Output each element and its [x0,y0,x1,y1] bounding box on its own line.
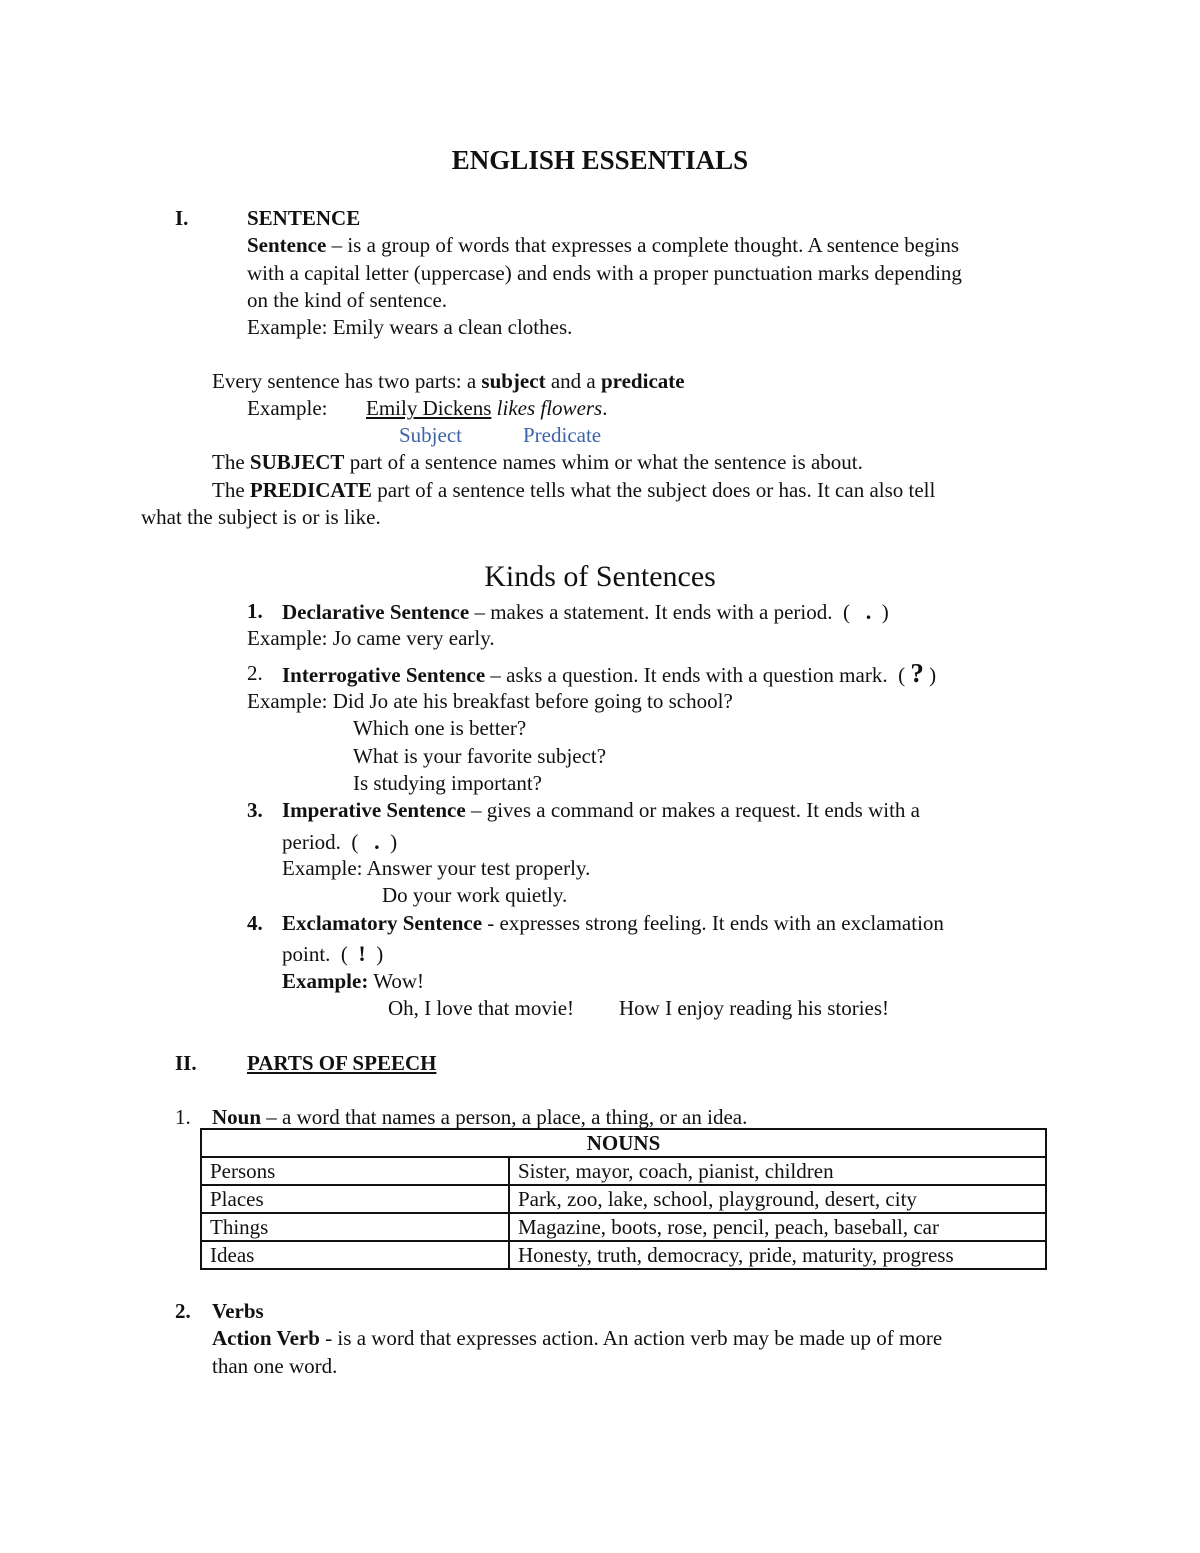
noun-line [212,1104,747,1131]
kind-4-term: Exclamatory Sentence [282,911,483,935]
predicate-explanation [212,477,935,504]
verbs-number: 2. [175,1299,191,1323]
kind-3-period-word: period. [282,830,341,854]
noun-desc: – a word that names a person, a place, a thing, or an idea. [261,1105,748,1129]
sentence-definition-line-2: with a capital letter (uppercase) and ends with a proper punctuation marks depending [247,261,962,285]
sentence-definition-line-1 [247,232,959,259]
kind-1-line: Declarative Sentence – makes a statement. It ends with a period. ( . ) [282,599,889,624]
parts-text: Every sentence has two parts: a [212,369,482,393]
nouns-table [200,1128,1047,1270]
parts-line [212,368,685,395]
exclamation-mark: ! [358,941,366,966]
predicate-label: Predicate [523,423,602,447]
kind-3-number: 3. [247,798,263,822]
subject-explanation-text: part of a sentence names whim or what the sentence is about. [344,450,863,474]
kinds-heading: Kinds of Sentences [484,560,716,593]
kind-4-example-2: Oh, I love that movie! [388,996,575,1020]
kind-1-example: Example: Jo came very early. [247,626,495,650]
sentence-example: Example: Emily wears a clean clothes. [247,315,573,339]
kind-2-number: 2. [247,661,263,685]
kind-4-example-1 [282,968,424,995]
kind-1-desc: – makes a statement. It ends with a period. [469,600,833,624]
example-2-label: Example: [247,396,328,420]
sentence-definition-text: – is a group of words that expresses a complete thought. A sentence begins [326,233,960,257]
table-header: NOUNS [201,1129,1046,1157]
kind-4-line [282,910,944,937]
kind-4-line-2: point. ( ! ) [282,941,384,966]
example-subject: Emily Dickens [366,396,492,420]
table-row [201,1241,1046,1269]
predicate-explanation-line-2: what the subject is or is like. [141,505,381,529]
table-cell-examples: Magazine, boots, rose, pencil, peach, baseball, car [509,1213,1046,1241]
kind-3-example-2: Do your work quietly. [382,883,568,907]
kind-2-desc: – asks a question. It ends with a question mark. [485,663,888,687]
predicate-term: predicate [600,369,685,393]
kind-3-line-2: period. ( . ) [282,829,398,854]
action-verb-term: Action Verb [212,1326,320,1350]
example-end: . [602,396,608,420]
table-cell-examples: Honesty, truth, democracy, pride, maturity, progress [509,1241,1046,1269]
sentence-term: Sentence [247,233,327,257]
table-cell-category: Things [201,1213,509,1241]
verbs-heading: Verbs [212,1299,264,1323]
noun-number: 1. [175,1105,191,1129]
action-verb-desc: - is a word that expresses action. An action verb may be made up of more [319,1326,943,1350]
kind-4-desc: - expresses strong feeling. It ends with an exclamation [482,911,944,935]
period-mark: . [374,829,380,854]
kind-2-example-3: What is your favorite subject? [353,744,607,768]
kind-2-line: Interrogative Sentence – asks a question. It ends with a question mark. ( ? ) [282,658,937,688]
section-1-heading: SENTENCE [247,206,361,230]
predicate-explanation-text: part of a sentence tells what the subject does or has. It can also tell [372,478,936,502]
kind-3-desc: – gives a command or makes a request. It ends with a [465,798,920,822]
kind-3-line [282,797,920,824]
kind-4-example-label: Example: [282,969,369,993]
table-row [201,1185,1046,1213]
section-2-number: II. [175,1051,197,1075]
action-verb-line-2: than one word. [212,1354,338,1378]
kind-3-example-1: Example: Answer your test properly. [282,856,591,880]
predicate-explanation-pre: The [212,478,250,502]
section-2-heading: PARTS OF SPEECH [247,1051,437,1075]
subject-explanation [212,449,863,476]
kind-1-number: 1. [247,599,263,623]
table-cell-category: Ideas [201,1241,509,1269]
table-cell-examples: Park, zoo, lake, school, playground, desert, city [509,1185,1046,1213]
table-cell-category: Persons [201,1157,509,1185]
kind-4-example-3: How I enjoy reading his stories! [619,996,890,1020]
period-mark: . [865,599,872,624]
kind-4-number: 4. [247,911,263,935]
action-verb-line [212,1325,942,1352]
kind-4-example-text: Wow! [368,969,424,993]
kind-2-example-4: Is studying important? [353,771,542,795]
subject-term: subject [481,369,546,393]
sentence-definition-line-3: on the kind of sentence. [247,288,448,312]
table-header-row [201,1129,1046,1157]
noun-term: Noun [212,1105,262,1129]
subject-label: Subject [399,423,462,447]
kind-3-term: Imperative Sentence [282,798,466,822]
example-predicate: likes flowers [496,396,603,420]
table-row [201,1213,1046,1241]
page-title: ENGLISH ESSENTIALS [451,145,749,175]
table-cell-examples: Sister, mayor, coach, pianist, children [509,1157,1046,1185]
kind-4-point-word: point. [282,942,331,966]
table-cell-category: Places [201,1185,509,1213]
kind-2-example-1: Example: Did Jo ate his breakfast before going to school? [247,689,733,713]
section-1-number: I. [175,206,189,230]
example-2-sentence [366,395,607,422]
table-row [201,1157,1046,1185]
predicate-explanation-term: PREDICATE [249,478,373,502]
parts-text-mid: and a [545,369,601,393]
question-mark: ? [910,658,924,688]
subject-explanation-term: SUBJECT [249,450,345,474]
kind-2-term: Interrogative Sentence [282,663,486,687]
subject-explanation-pre: The [212,450,250,474]
kind-2-example-2: Which one is better? [353,716,527,740]
kind-1-term: Declarative Sentence [282,600,470,624]
